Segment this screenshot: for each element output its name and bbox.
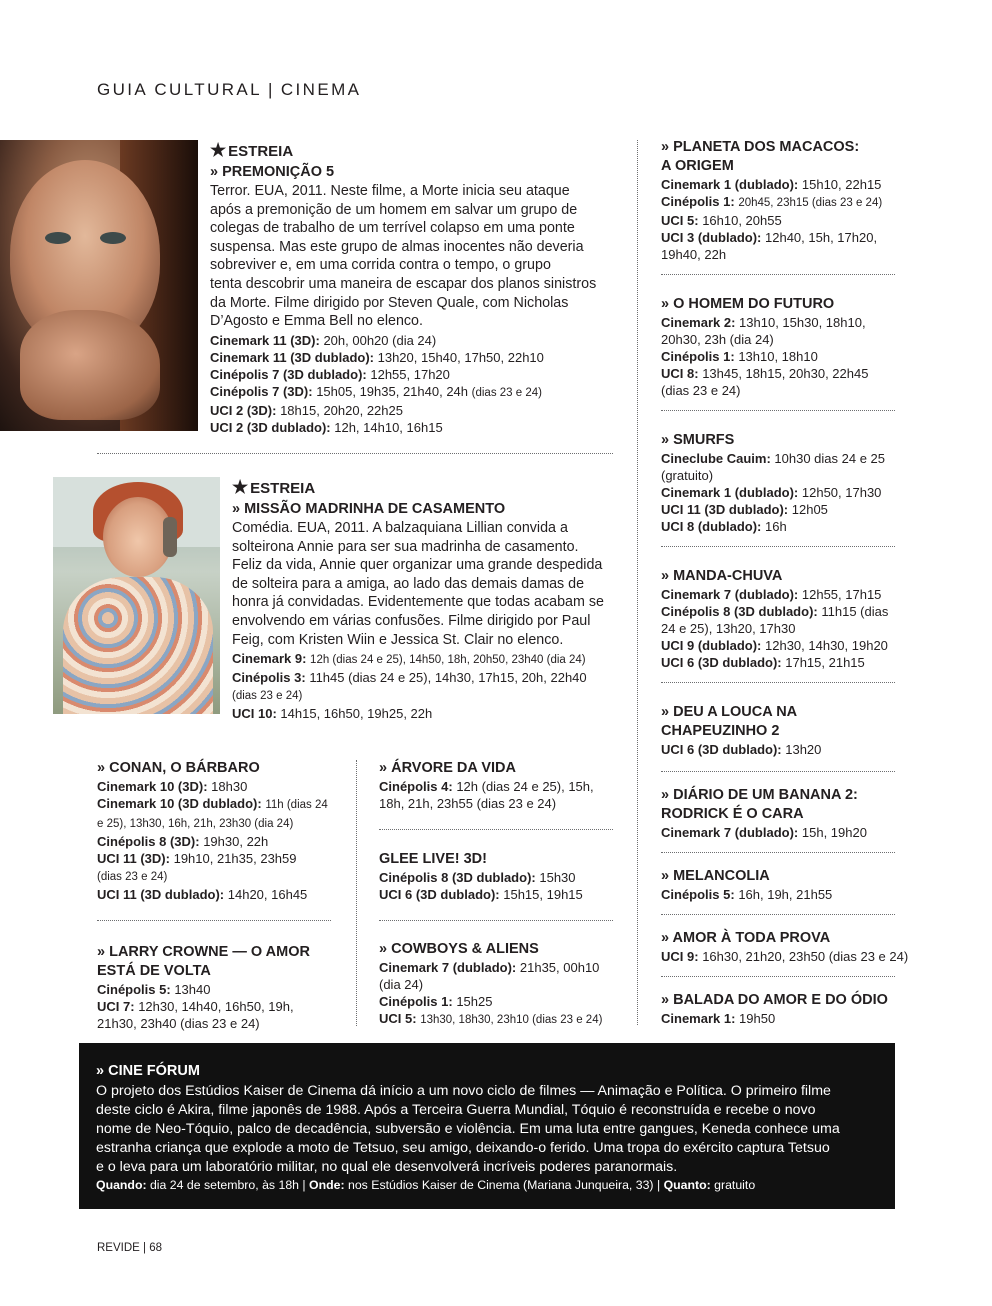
showtimes: Cinemark 9: 12h (dias 24 e 25), 14h50, 18h, 20h50, 23h40 (dia 24) Cinépolis 3: 11h45 (dias 24 e 25), 14h30, 17h15, 20h, 22h40 (dias 23 e 24) UCI 10: 14h15, 16h50, 19h25, 22h bbox=[232, 651, 587, 722]
column-divider bbox=[637, 140, 638, 1025]
page-footer bbox=[97, 1242, 162, 1254]
movie-still-madrinha bbox=[53, 477, 220, 714]
movie-listing: » COWBOYS & ALIENS Cinemark 7 (dublado): 21h35, 00h10 (dia 24) Cinépolis 1: 15h25 UCI 5: 13h30, 18h30, 23h10 (dias 23 e 24) bbox=[379, 940, 619, 1029]
movie-title: » PREMONIÇÃO 5 bbox=[210, 164, 335, 180]
movie-still-premonicao bbox=[0, 140, 198, 431]
cine-forum-title: » CINE FÓRUM bbox=[96, 1063, 200, 1079]
movie-listing: » AMOR À TODA PROVA UCI 9: 16h30, 21h20, 23h50 (dias 23 e 24) bbox=[661, 929, 921, 965]
movie-listing: » PLANETA DOS MACACOS: A ORIGEM Cinemark 1 (dublado): 15h10, 22h15 Cinépolis 1: 20h45, 23h15 (dias 23 e 24) UCI 5: 16h10, 20h55 UCI 3 (dublado): 12h40, 15h, 17h20, 19h40, 22h bbox=[661, 138, 921, 263]
movie-listing: » ÁRVORE DA VIDA Cinépolis 4: 12h (dias 24 e 25), 15h, 18h, 21h, 23h55 (dias 23 e 24) bbox=[379, 759, 619, 812]
cine-forum-details: Quando: dia 24 de setembro, às 18h | Onde: nos Estúdios Kaiser de Cinema (Mariana Junqueira, 33) | Quanto: gratuito bbox=[96, 1178, 756, 1192]
movie-title: » LARRY CROWNE — O AMOR bbox=[97, 944, 310, 960]
featured-movie-2 bbox=[232, 477, 622, 722]
movie-title: » MISSÃO MADRINHA DE CASAMENTO bbox=[232, 501, 506, 517]
movie-title: » DIÁRIO DE UM BANANA 2: bbox=[661, 787, 858, 803]
divider bbox=[379, 829, 613, 830]
premiere-badge: ★ ESTREIA bbox=[232, 477, 316, 497]
listing-column-2 bbox=[379, 759, 619, 1029]
section-header bbox=[97, 80, 361, 100]
footer-divider: | bbox=[143, 1242, 147, 1254]
movie-title: » MANDA-CHUVA bbox=[661, 568, 783, 584]
divider bbox=[661, 914, 895, 915]
movie-title-cont: ESTÁ DE VOLTA bbox=[97, 963, 211, 979]
movie-title: » SMURFS bbox=[661, 432, 735, 448]
cine-forum-box bbox=[79, 1043, 895, 1209]
header-divider: | bbox=[268, 80, 275, 99]
premiere-badge: ★ ESTREIA bbox=[210, 140, 294, 160]
column-divider bbox=[356, 760, 357, 1026]
movie-title: » PLANETA DOS MACACOS: bbox=[661, 139, 860, 155]
movie-title: » DEU A LOUCA NA bbox=[661, 704, 798, 720]
movie-title: » AMOR À TODA PROVA bbox=[661, 930, 831, 946]
section-title: GUIA CULTURAL bbox=[97, 80, 263, 99]
movie-listing: » SMURFS Cineclube Cauim: 10h30 dias 24 e 25 (gratuito) Cinemark 1 (dublado): 12h50, 17h30 UCI 11 (3D dublado): 12h05 UCI 8 (dublado): 16h bbox=[661, 431, 921, 535]
movie-title: » BALADA DO AMOR E DO ÓDIO bbox=[661, 992, 888, 1008]
divider bbox=[661, 771, 895, 772]
star-icon: ★ bbox=[232, 477, 249, 497]
movie-listing: » MELANCOLIA Cinépolis 5: 16h, 19h, 21h55 bbox=[661, 867, 921, 903]
page-number: 68 bbox=[149, 1242, 163, 1254]
divider bbox=[661, 682, 895, 683]
movie-listing: » LARRY CROWNE — O AMOR ESTÁ DE VOLTA Cinépolis 5: 13h40 UCI 7: 12h30, 14h40, 16h50, 19h, 21h30, 23h40 (dias 23 e 24) bbox=[97, 943, 337, 1032]
divider bbox=[661, 274, 895, 275]
movie-title: » COWBOYS & ALIENS bbox=[379, 941, 539, 957]
divider bbox=[661, 410, 895, 411]
movie-title-cont: RODRICK É O CARA bbox=[661, 806, 804, 822]
movie-title: GLEE LIVE! 3D! bbox=[379, 851, 487, 867]
movie-description: Terror. EUA, 2011. Neste filme, a Morte inicia seu ataque após a premonição de um homem em salvar um grupo de colegas de trabalho de um terrível colapso em uma ponte suspensa. Mas este grupo de almas inocentes não deveria sobreviver e, em uma corrida contra o tempo, o grupo tenta descobrir uma maneira de escapar dos planos sinistros da Morte. Filme dirigido por Steven Quale, com Nicholas D’Agosto e Emma Bell no elenco. bbox=[210, 183, 597, 330]
featured-movie-1 bbox=[210, 140, 620, 436]
movie-title: » ÁRVORE DA VIDA bbox=[379, 760, 516, 776]
listing-column-right bbox=[661, 138, 921, 1027]
showtimes: Cinemark 11 (3D): 20h, 00h20 (dia 24) Cinemark 11 (3D dublado): 13h20, 15h40, 17h50, 22h10 Cinépolis 7 (3D dublado): 12h55, 17h20 Cinépolis 7 (3D): 15h05, 19h35, 21h40, 24h (dias 23 e 24) UCI 2 (3D): 18h15, 20h20, 22h25 UCI 2 (3D dublado): 12h, 14h10, 16h15 bbox=[210, 332, 544, 435]
divider bbox=[379, 920, 613, 921]
movie-listing: » BALADA DO AMOR E DO ÓDIO Cinemark 1: 19h50 bbox=[661, 991, 921, 1027]
movie-description: Comédia. EUA, 2011. A balzaquiana Lillian convida a solteirona Annie para ser sua madrinha de casamento. Feliz da vida, Annie quer organizar uma grande despedida de solteira para a amiga, ao lado das demais damas de honra já convidadas. Evidentemente que todas acabam se envolvendo em várias confusões. Filme dirigido por Paul Feig, com Kristen Wiin e Jessica St. Clair no elenco. bbox=[232, 520, 604, 648]
movie-listing: » DIÁRIO DE UM BANANA 2: RODRICK É O CARA Cinemark 7 (dublado): 15h, 19h20 bbox=[661, 786, 921, 841]
divider bbox=[661, 852, 895, 853]
movie-title: » CONAN, O BÁRBARO bbox=[97, 760, 260, 776]
magazine-name: REVIDE bbox=[97, 1242, 140, 1254]
movie-title: » MELANCOLIA bbox=[661, 868, 770, 884]
movie-listing: GLEE LIVE! 3D! Cinépolis 8 (3D dublado): 15h30 UCI 6 (3D dublado): 15h15, 19h15 bbox=[379, 850, 619, 903]
divider bbox=[97, 453, 613, 454]
movie-listing: » MANDA-CHUVA Cinemark 7 (dublado): 12h55, 17h15 Cinépolis 8 (3D dublado): 11h15 (dias 24 e 25), 13h20, 17h30 UCI 9 (dublado): 12h30, 14h30, 19h20 UCI 6 (3D dublado): 17h15, 21h15 bbox=[661, 567, 921, 671]
movie-title-cont: CHAPEUZINHO 2 bbox=[661, 723, 780, 739]
divider bbox=[97, 920, 331, 921]
cine-forum-description: O projeto dos Estúdios Kaiser de Cinema dá início a um novo ciclo de filmes — Animação e Política. O primeiro filme deste ciclo é Akira, filme japonês de 1988. Após a Terceira Guerra Mundial, Tóquio é reconstruída e recebe o novo nome de Neo-Tóquio, palco de decadência, subversão e violência. Em uma luta entre gangues, Keneda conhece uma estranha criança que explode a moto de Tetsuo, seu amigo, deixando-o ferido. Uma tropa do exército captura Tetsuo e o leva para um laboratório militar, no qual ele desenvolverá incríveis poderes paranormais. bbox=[96, 1083, 840, 1175]
movie-listing: » DEU A LOUCA NA CHAPEUZINHO 2 UCI 6 (3D dublado): 13h20 bbox=[661, 703, 921, 758]
section-subtitle: CINEMA bbox=[280, 80, 362, 99]
movie-title: » O HOMEM DO FUTURO bbox=[661, 296, 835, 312]
divider bbox=[661, 546, 895, 547]
movie-listing: » O HOMEM DO FUTURO Cinemark 2: 13h10, 15h30, 18h10, 20h30, 23h (dia 24) Cinépolis 1: 13h10, 18h10 UCI 8: 13h45, 18h15, 20h30, 22h45 (dias 23 e 24) bbox=[661, 295, 921, 399]
movie-listing: » CONAN, O BÁRBARO Cinemark 10 (3D): 18h30 Cinemark 10 (3D dublado): 11h (dias 24 e 25), 13h30, 16h, 21h, 23h30 (dia 24) Cinépolis 8 (3D): 19h30, 22h UCI 11 (3D): 19h10, 21h35, 23h59 (dias 23 e 24) UCI 11 (3D dublado): 14h20, 16h45 bbox=[97, 759, 337, 903]
divider bbox=[661, 976, 895, 977]
movie-title-cont: A ORIGEM bbox=[661, 158, 734, 174]
star-icon: ★ bbox=[210, 140, 227, 160]
listing-column-1 bbox=[97, 759, 337, 1032]
